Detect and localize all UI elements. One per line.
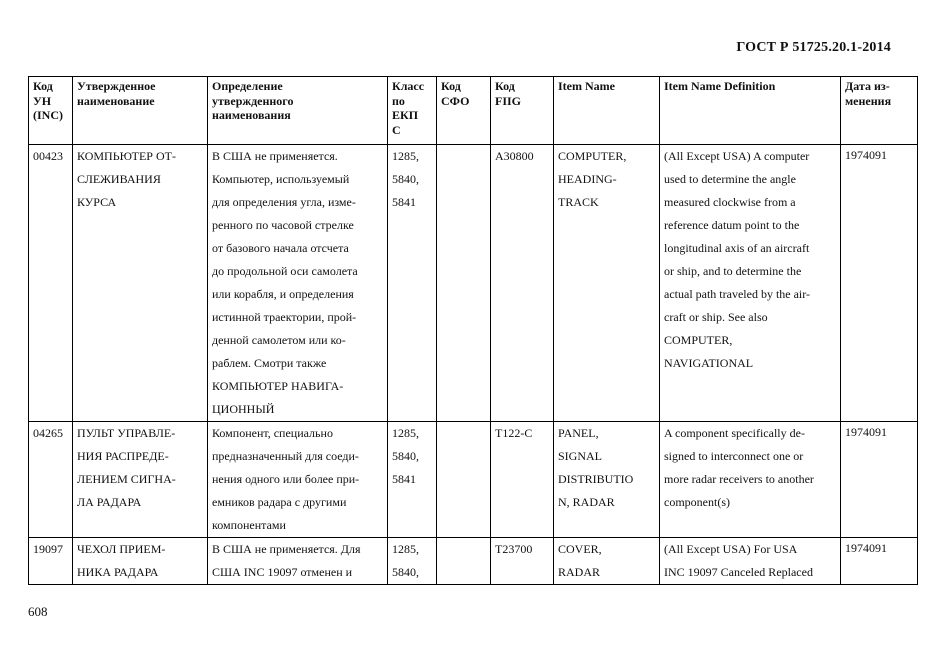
cell-line: or ship, and to determine the xyxy=(664,264,802,278)
cell-fiig-code xyxy=(491,145,554,422)
cell-fiig-code xyxy=(491,422,554,538)
cell-line: 5840, xyxy=(392,172,419,186)
cell-fiig-code xyxy=(491,538,554,585)
cell-line: INC 19097 Canceled Replaced xyxy=(664,565,813,579)
cell-line: T122-C xyxy=(495,426,533,440)
cell-line: T23700 xyxy=(495,542,533,556)
cell-line: 5840, xyxy=(392,565,419,579)
cell-class xyxy=(388,145,437,422)
header-line: Код xyxy=(441,79,461,93)
header-line: (INC) xyxy=(33,108,63,122)
col-header-class xyxy=(388,77,437,145)
cell-line: (All Except USA) For USA xyxy=(664,542,798,556)
cell-line: Компьютер, используемый xyxy=(212,172,350,186)
cell-line: ЦИОННЫЙ xyxy=(212,402,275,416)
cell-line: ренного по часовой стрелке xyxy=(212,218,354,232)
cell-line: longitudinal axis of an aircraft xyxy=(664,241,810,255)
cell-line: В США не применяется. Для xyxy=(212,542,361,556)
header-line: Код xyxy=(495,79,515,93)
col-header-definition xyxy=(208,77,388,145)
cell-line: signed to interconnect one or xyxy=(664,449,804,463)
cell-class xyxy=(388,422,437,538)
cell-change-date xyxy=(841,538,918,585)
cell-line: A component specifically de- xyxy=(664,426,805,440)
table-row xyxy=(29,422,918,538)
cell-line: Компонент, специально xyxy=(212,426,333,440)
col-header-change-date xyxy=(841,77,918,145)
cell-approved-name xyxy=(73,145,208,422)
cell-line: 19097 xyxy=(33,542,63,556)
header-line: менения xyxy=(845,93,892,108)
cell-line: нения одного или более при- xyxy=(212,472,360,486)
cell-line: COMPUTER, xyxy=(558,149,627,163)
cell-line: RADAR xyxy=(558,565,601,579)
header-line: утвержденного xyxy=(212,93,294,108)
cell-definition-ru xyxy=(208,145,388,422)
header-line: УН xyxy=(33,93,52,108)
cell-definition-ru xyxy=(208,538,388,585)
cell-change-date xyxy=(841,145,918,422)
cell-line: емников радара с другими xyxy=(212,495,347,509)
classification-table xyxy=(28,76,918,585)
cell-line: 04265 xyxy=(33,426,63,440)
col-header-inc-code xyxy=(29,77,73,145)
cell-line: КОМПЬЮТЕР ОТ- xyxy=(77,149,176,163)
header-line: по xyxy=(392,93,405,108)
cell-definition-en xyxy=(660,145,841,422)
cell-line: PANEL, xyxy=(558,426,599,440)
cell-line: craft or ship. See also xyxy=(664,310,768,324)
cell-line: ЧЕХОЛ ПРИЕМ- xyxy=(77,542,166,556)
col-header-sfo-code xyxy=(437,77,491,145)
cell-line: component(s) xyxy=(664,495,730,509)
cell-class xyxy=(388,538,437,585)
cell-definition-en xyxy=(660,422,841,538)
cell-approved-name xyxy=(73,422,208,538)
cell-definition-ru xyxy=(208,422,388,538)
cell-definition-en xyxy=(660,538,841,585)
cell-sfo-code xyxy=(437,538,491,585)
header-line: С xyxy=(392,122,401,137)
cell-line: HEADING- xyxy=(558,172,617,186)
cell-line: more radar receivers to another xyxy=(664,472,814,486)
cell-line: DISTRIBUTIO xyxy=(558,472,634,486)
table-row xyxy=(29,538,918,585)
header-line: Item Name Definition xyxy=(664,79,776,93)
cell-line: N, RADAR xyxy=(558,495,615,509)
cell-line: 1974091 xyxy=(845,148,887,162)
cell-line: 5840, xyxy=(392,449,419,463)
cell-line: В США не применяется. xyxy=(212,149,338,163)
cell-line: компонентами xyxy=(212,518,286,532)
header-line: Код xyxy=(33,79,53,93)
header-line: наименования xyxy=(212,108,291,122)
cell-line: ЛА РАДАРА xyxy=(77,495,142,509)
cell-line: measured clockwise from a xyxy=(664,195,796,209)
header-line: Утвержденное xyxy=(77,79,156,93)
header-line: наименование xyxy=(77,93,155,108)
cell-line: SIGNAL xyxy=(558,449,602,463)
cell-line: 1974091 xyxy=(845,425,887,439)
cell-line: used to determine the angle xyxy=(664,172,796,186)
cell-line: TRACK xyxy=(558,195,599,209)
cell-line: КОМПЬЮТЕР НАВИГА- xyxy=(212,379,344,393)
cell-line: A30800 xyxy=(495,149,534,163)
cell-inc-code xyxy=(29,145,73,422)
cell-line: истинной траектории, прой- xyxy=(212,310,357,324)
page-number: 608 xyxy=(28,604,48,619)
header-line: Класс xyxy=(392,79,425,93)
cell-line: денной самолетом или ко- xyxy=(212,333,346,347)
col-header-fiig-code xyxy=(491,77,554,145)
cell-line: предназначенный для соеди- xyxy=(212,449,359,463)
cell-line: ПУЛЬТ УПРАВЛЕ- xyxy=(77,426,176,440)
cell-sfo-code xyxy=(437,145,491,422)
header-line: СФО xyxy=(441,93,470,108)
col-header-item-name xyxy=(554,77,660,145)
cell-line: КУРСА xyxy=(77,195,117,209)
cell-line: ЛЕНИЕМ СИГНА- xyxy=(77,472,176,486)
cell-line: (All Except USA) A computer xyxy=(664,149,810,163)
cell-inc-code xyxy=(29,422,73,538)
cell-line: для определения угла, изме- xyxy=(212,195,356,209)
header-row xyxy=(29,77,918,145)
cell-line: 1285, xyxy=(392,542,419,556)
header-line: ЕКП xyxy=(392,108,419,122)
cell-line: раблем. Смотри также xyxy=(212,356,327,370)
cell-line: 1285, xyxy=(392,426,419,440)
cell-item-name xyxy=(554,145,660,422)
col-header-approved-name xyxy=(73,77,208,145)
cell-line: НИКА РАДАРА xyxy=(77,565,159,579)
cell-line: COVER, xyxy=(558,542,602,556)
cell-line: от базового начала отсчета xyxy=(212,241,349,255)
cell-line: reference datum point to the xyxy=(664,218,800,232)
col-header-item-name-definition xyxy=(660,77,841,145)
cell-sfo-code xyxy=(437,422,491,538)
cell-line: 5841 xyxy=(392,195,416,209)
cell-line: НИЯ РАСПРЕДЕ- xyxy=(77,449,169,463)
cell-inc-code xyxy=(29,538,73,585)
header-line: Определение xyxy=(212,79,283,93)
cell-item-name xyxy=(554,538,660,585)
cell-line: 5841 xyxy=(392,472,416,486)
standard-id: ГОСТ Р 51725.20.1-2014 xyxy=(736,40,891,55)
cell-line: COMPUTER, xyxy=(664,333,733,347)
cell-change-date xyxy=(841,422,918,538)
cell-line: 1285, xyxy=(392,149,419,163)
table-row xyxy=(29,145,918,422)
header-line: Дата из- xyxy=(845,79,890,93)
cell-line: 00423 xyxy=(33,149,63,163)
cell-line: США INC 19097 отменен и xyxy=(212,565,353,579)
cell-item-name xyxy=(554,422,660,538)
header-line: FIIG xyxy=(495,93,522,108)
cell-line: NAVIGATIONAL xyxy=(664,356,754,370)
cell-line: или корабля, и определения xyxy=(212,287,354,301)
header-line: Item Name xyxy=(558,79,615,93)
cell-line: actual path traveled by the air- xyxy=(664,287,811,301)
cell-line: СЛЕЖИВАНИЯ xyxy=(77,172,161,186)
cell-line: до продольной оси самолета xyxy=(212,264,358,278)
cell-approved-name xyxy=(73,538,208,585)
cell-line: 1974091 xyxy=(845,541,887,555)
